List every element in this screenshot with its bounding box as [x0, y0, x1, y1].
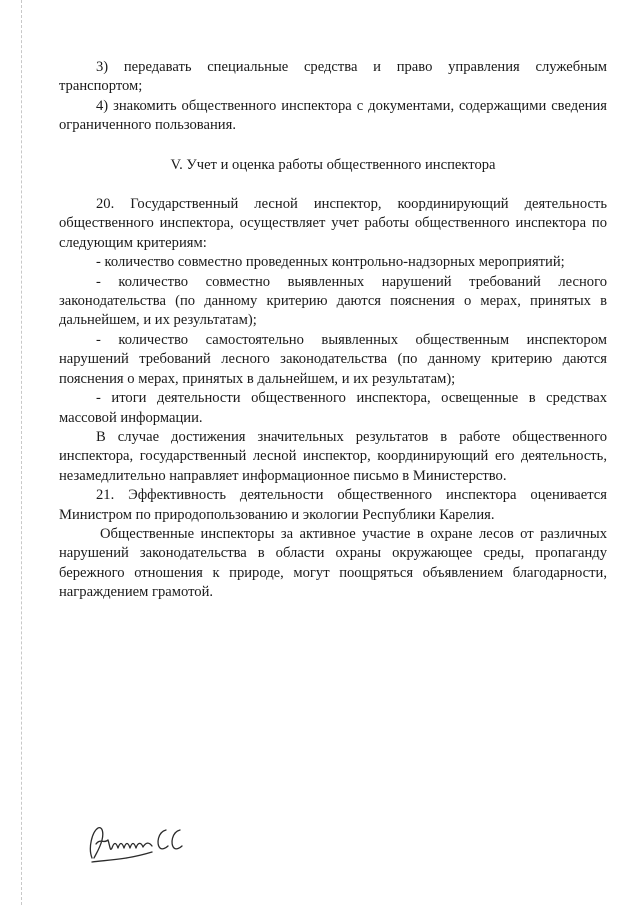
- list-item-transfer-transport: 3) передавать специальные средства и право управления служебным транспортом;: [59, 59, 607, 95]
- criterion-independent-violations: - количество самостоятельно выявленных общественным инспектором нарушений требований лесного законодательства (по данному критерию даются пояснения о мерах, принятых в дальнейшем, и их результатам);: [59, 331, 607, 387]
- document-body: [59, 58, 607, 603]
- paragraph-significant-results: В случае достижения значительных результатов в работе общественного инспектора, государственный лесной инспектор, координирующий его деятельность, незамедлительно направляет информационное письмо в Министерство.: [59, 428, 607, 484]
- paragraph-20-intro: 20. Государственный лесной инспектор, координирующий деятельность общественного инспектора, осуществляет учет работы общественного инспектора по следующим критериям:: [59, 196, 607, 251]
- criterion-media-coverage: - итоги деятельности общественного инспектора, освещенные в средствах массовой информации.: [59, 390, 607, 426]
- paragraph-21-evaluation: 21. Эффективность деятельности общественного инспектора оценивается Министром по природопользованию и экологии Республики Карелия.: [59, 487, 607, 523]
- list-item-restricted-documents: 4) знакомить общественного инспектора с документами, содержащими сведения ограниченного пользования.: [59, 97, 607, 134]
- paragraph-rewards: Общественные инспекторы за активное участие в охране лесов от различных нарушений законодательства в области охраны окружающее среды, пропаганду бережного отношения к природе, могут поощряться объявлением благодарности, награждением грамотой.: [59, 525, 607, 601]
- criterion-joint-inspections: - количество совместно проведенных контрольно-надзорных мероприятий;: [96, 254, 565, 271]
- criterion-joint-violations: - количество совместно выявленных нарушений требований лесного законодательства (по данному критерию даются пояснения о мерах, принятых в дальнейшем, и их результатам);: [59, 273, 607, 329]
- page-binding-edge: [21, 0, 22, 905]
- section-heading: V. Учет и оценка работы общественного инспектора: [170, 156, 496, 173]
- handwritten-signature: [86, 818, 196, 868]
